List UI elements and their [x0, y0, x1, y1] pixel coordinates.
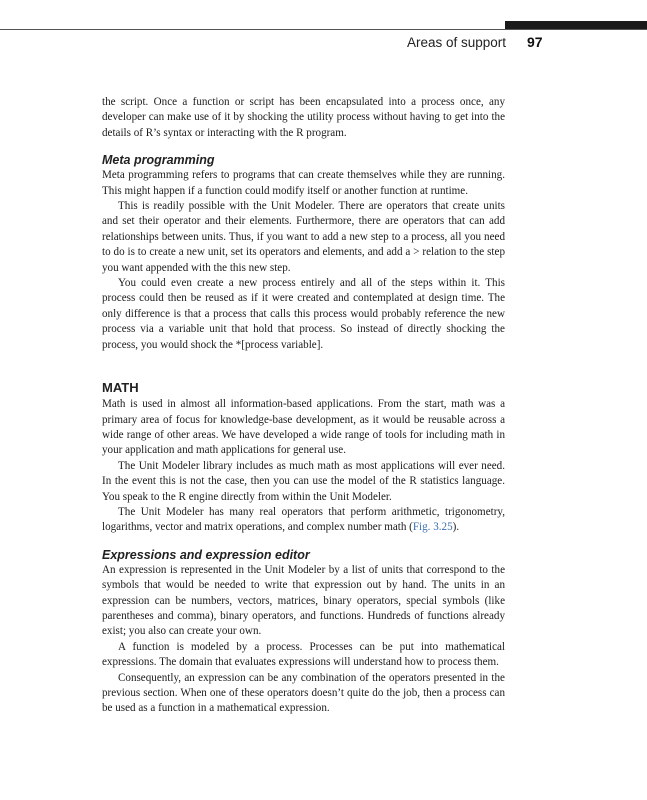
meta-programming-heading: Meta programming — [102, 153, 215, 168]
math-paragraph-3 — [102, 505, 505, 536]
meta-paragraph-2: This is readily possible with the Unit Modeler. There are operators that create units and set their operator and their elements. Furthermore, there are operators that can add relationships between units. Thus, if you want to add a new step to a process, all you need to do is to create a new unit, set its operators and elements, and add a > relation to the step you want appended with the this new step. — [102, 200, 505, 274]
math-paragraph-3-end: ). — [452, 521, 460, 534]
expressions-paragraph-2: A function is modeled by a process. Processes can be put into mathematical expressions. The domain that evaluates expressions will understand how to process them. — [102, 640, 505, 669]
meta-paragraph-1: Meta programming refers to programs that can create themselves while they are running. This might happen if a function could modify itself or another function at runtime. — [102, 169, 505, 197]
expressions-paragraph-1: An expression is represented in the Unit Modeler by a list of units that correspond to the symbols that would be needed to write that expression out by hand. The units in an expression can be numbers, vectors, matrices, binary operators, special symbols (like parentheses and comma), binary operators, and functions. Hundreds of functions already exist; you also can create your own. — [102, 563, 505, 638]
math-paragraph-1: Math is used in almost all information-based applications. From the start, math was a primary area of focus for knowledge-base development, as it would be reusable across a wide range of other areas. We have developed a wide range of tools for including math in your application and math applications for general use. — [102, 398, 505, 457]
math-paragraph-2: The Unit Modeler library includes as much math as most applications will ever need. In the event this is not the case, then you can use the model of the R statistics language. You speak to the R engine directly from within the Unit Modeler. — [102, 459, 505, 503]
math-paragraph-3-text: The Unit Modeler has many real operators that perform arithmetic, trigonometry, logarithms, vector and matrix operations, and complex number math ( — [102, 505, 505, 534]
page-body — [102, 95, 505, 717]
page-number: 97 — [527, 34, 543, 50]
intro-paragraph: the script. Once a function or script has been encapsulated into a process once, any developer can make use of it by shocking the utility process without having to get into the details of R’s syntax or interacting with the R program. — [102, 96, 505, 139]
expressions-heading: Expressions and expression editor — [102, 547, 310, 562]
running-title: Areas of support — [406, 35, 506, 50]
figure-link[interactable]: Fig. 3.25 — [412, 521, 453, 534]
expressions-paragraph-3: Consequently, an expression can be any combination of the operators presented in the previous section. When one of these operators doesn’t quite do the job, then a process can be used as a function in a mathematical expression. — [102, 671, 505, 715]
header-rule — [0, 29, 647, 30]
meta-paragraph-3: You could even create a new process entirely and all of the steps within it. This process could then be reused as if it were created and contemplated at design time. The only difference is that a process that calls this process would probably reference the new process via a variable unit that hold that process. So instead of directly shocking the process, you would shock the *[process variable]. — [102, 277, 505, 351]
header-bar — [505, 21, 647, 29]
math-heading: MATH — [102, 380, 139, 396]
